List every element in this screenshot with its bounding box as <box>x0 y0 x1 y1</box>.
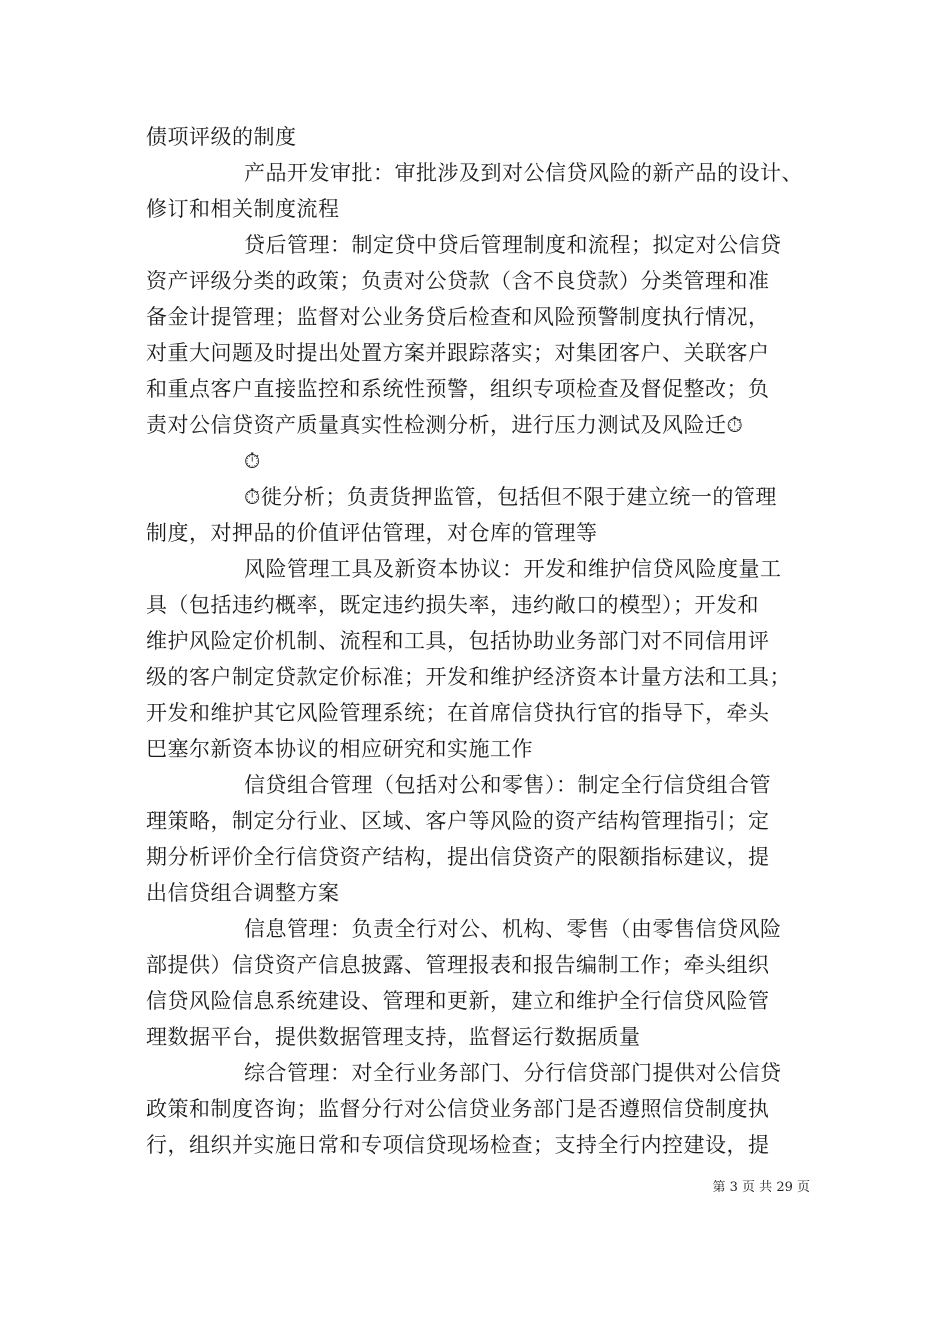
paragraph-start: 信贷组合管理（包括对公和零售）：制定全行信贷组合管 <box>244 773 771 797</box>
text-line: 备金计提管理；监督对公业务贷后检查和风险预警制度执行情况， <box>146 305 770 329</box>
paragraph-start: 产品开发审批：审批涉及到对公信贷风险的新产品的设计、 <box>244 161 803 185</box>
text-line: 对重大问题及时提出处置方案并跟踪落实；对集团客户、关联客户 <box>146 341 770 365</box>
paragraph-start: 综合管理：对全行业务部门、分行信贷部门提供对公信贷 <box>244 1061 782 1085</box>
text-line: 级的客户制定贷款定价标准；开发和维护经济资本计量方法和工具； <box>146 665 791 689</box>
text-line: 出信贷组合调整方案 <box>146 881 340 905</box>
text-line: 信贷风险信息系统建设、管理和更新，建立和维护全行信贷风险管 <box>146 989 770 1013</box>
text-line: 债项评级的制度 <box>146 125 297 149</box>
text-line: 制度，对押品的价值评估管理，对仓库的管理等 <box>146 521 598 545</box>
text-line: ⏱ <box>244 449 261 473</box>
text-line: 和重点客户直接监控和系统性预警，组织专项检查及督促整改；负 <box>146 377 770 401</box>
text-line: 具（包括违约概率，既定违约损失率，违约敞口的模型）；开发和 <box>146 593 759 617</box>
text-line: 理数据平台，提供数据管理支持，监督运行数据质量 <box>146 1025 641 1049</box>
text-line: 行，组织并实施日常和专项信贷现场检查；支持全行内控建设，提 <box>146 1133 770 1157</box>
text-line: 政策和制度咨询；监督分行对公信贷业务部门是否遵照信贷制度执 <box>146 1097 770 1121</box>
text-line: 资产评级分类的政策；负责对公贷款（含不良贷款）分类管理和准 <box>146 269 770 293</box>
paragraph-start: 贷后管理：制定贷中贷后管理制度和流程；拟定对公信贷 <box>244 233 782 257</box>
text-line: 部提供）信贷资产信息披露、管理报表和报告编制工作；牵头组织 <box>146 953 770 977</box>
text-line: 责对公信贷资产质量真实性检测分析，进行压力测试及风险迁⏱ <box>146 413 744 437</box>
paragraph-start: 风险管理工具及新资本协议：开发和维护信贷风险度量工 <box>244 557 782 581</box>
text-line: 修订和相关制度流程 <box>146 197 340 221</box>
text-line: 理策略，制定分行业、区域、客户等风险的资产结构管理指引；定 <box>146 809 770 833</box>
text-line: 维护风险定价机制、流程和工具，包括协助业务部门对不同信用评 <box>146 629 770 653</box>
text-line: 期分析评价全行信贷资产结构，提出信贷资产的限额指标建议，提 <box>146 845 770 869</box>
text-line: 巴塞尔新资本协议的相应研究和实施工作 <box>146 737 533 761</box>
text-line: ⏱徙分析；负责货押监管，包括但不限于建立统一的管理 <box>244 485 777 509</box>
page-number: 第 3 页 共 29 页 <box>712 1180 810 1195</box>
text-line: 开发和维护其它风险管理系统；在首席信贷执行官的指导下，牵头 <box>146 701 770 725</box>
paragraph-start: 信息管理：负责全行对公、机构、零售（由零售信贷风险 <box>244 917 782 941</box>
